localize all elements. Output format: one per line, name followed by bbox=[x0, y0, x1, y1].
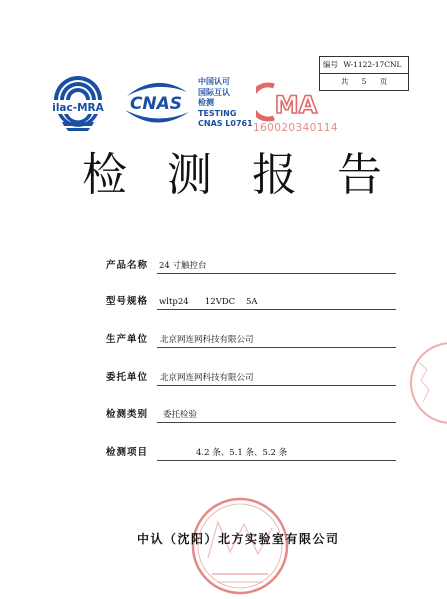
field-client bbox=[106, 369, 396, 387]
ilac-logo-text: ilac-MRA bbox=[52, 102, 104, 114]
model-underline bbox=[157, 309, 396, 310]
report-title bbox=[82, 147, 382, 203]
page-count-row bbox=[320, 73, 408, 90]
test-items-value: 4.2 条、5.1 条、5.2 条 bbox=[196, 448, 288, 458]
title-char: 检 bbox=[82, 148, 128, 201]
report-number-row bbox=[320, 57, 408, 73]
title-char: 报 bbox=[251, 148, 297, 201]
cnas-line: 国际互认 bbox=[198, 87, 230, 97]
cnas-logo-text: CNAS bbox=[129, 94, 183, 114]
product-name-label: 产品名称 bbox=[106, 260, 149, 271]
model-value: wltp24 12VDC 5A bbox=[159, 297, 258, 307]
edge-seal-stamp bbox=[405, 340, 447, 426]
title-char: 测 bbox=[166, 148, 212, 201]
cma-logo bbox=[256, 82, 318, 122]
test-type-underline bbox=[157, 422, 396, 423]
cnas-line: TESTING bbox=[198, 108, 237, 118]
model-label: 型号规格 bbox=[106, 296, 149, 307]
test-items-label: 检测项目 bbox=[106, 447, 149, 458]
manufacturer-label: 生产单位 bbox=[106, 334, 149, 345]
cnas-line: 检测 bbox=[198, 98, 214, 107]
title-char: 告 bbox=[336, 148, 382, 201]
client-label: 委托单位 bbox=[106, 372, 149, 383]
field-test-type bbox=[106, 406, 396, 424]
product-name-value: 24 寸触控台 bbox=[159, 261, 207, 271]
manufacturer-underline bbox=[157, 347, 396, 348]
test-type-value: 委托检验 bbox=[163, 410, 198, 420]
page-total-value: 5 bbox=[361, 77, 367, 86]
report-number-box bbox=[319, 56, 409, 91]
cnas-accreditation-text bbox=[198, 77, 253, 130]
test-type-label: 检测类别 bbox=[106, 409, 149, 420]
cnas-logo bbox=[117, 76, 195, 128]
cma-number: 160020340114 bbox=[253, 122, 338, 134]
test-items-underline bbox=[157, 460, 396, 461]
report-number-label: 编号 bbox=[323, 60, 338, 69]
field-model bbox=[106, 293, 396, 311]
client-value: 北京网连网科技有限公司 bbox=[160, 373, 254, 383]
cnas-line: 中国认可 bbox=[198, 77, 230, 86]
page-unit-label: 页 bbox=[379, 77, 388, 86]
field-test-items bbox=[106, 444, 396, 462]
product-name-underline bbox=[157, 273, 396, 274]
report-number-value: W-1122-17CNL bbox=[343, 60, 402, 69]
page-total-label: 共 bbox=[340, 77, 349, 86]
client-underline bbox=[157, 385, 396, 386]
cma-logo-text: MA bbox=[274, 91, 318, 119]
field-product-name bbox=[106, 257, 396, 275]
issuing-organization: 中认（沈阳）北方实验室有限公司 bbox=[137, 532, 340, 546]
manufacturer-value: 北京网连网科技有限公司 bbox=[160, 335, 254, 345]
cnas-line: CNAS L0761 bbox=[198, 119, 253, 128]
field-manufacturer bbox=[106, 331, 396, 349]
ilac-mra-logo bbox=[48, 70, 108, 136]
